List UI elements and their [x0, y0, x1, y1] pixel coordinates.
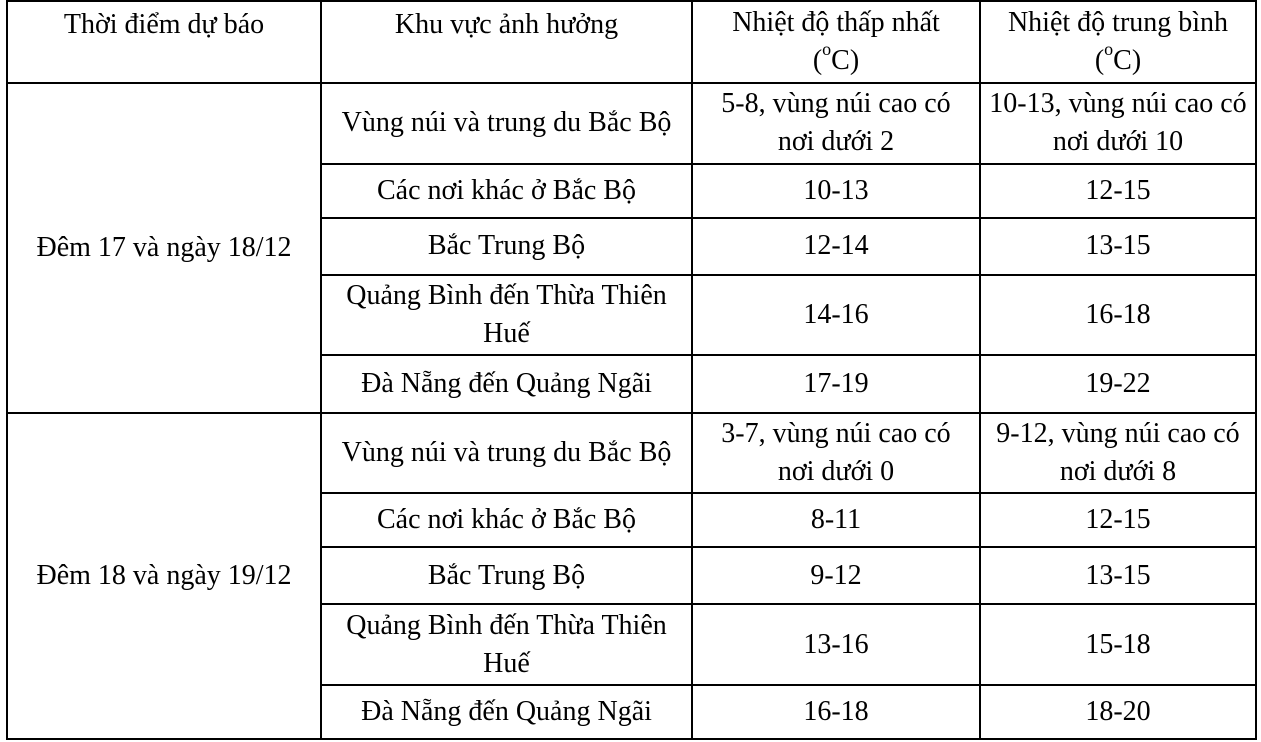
area-cell: Quảng Bình đến Thừa Thiên Huế — [321, 275, 692, 356]
avg-temp-cell: 13-15 — [980, 218, 1256, 275]
header-min-temp — [692, 1, 980, 83]
avg-temp-cell: 12-15 — [980, 493, 1256, 547]
header-min-temp-label: Nhiệt độ thấp nhất — [732, 7, 940, 38]
avg-temp-cell: 16-18 — [980, 275, 1256, 356]
min-temp-cell: 3-7, vùng núi cao có nơi dưới 0 — [692, 413, 980, 494]
avg-temp-cell: 10-13, vùng núi cao có nơi dưới 10 — [980, 83, 1256, 164]
avg-temp-cell: 9-12, vùng núi cao có nơi dưới 8 — [980, 413, 1256, 494]
table-header-row — [7, 1, 1256, 83]
avg-temp-cell: 15-18 — [980, 604, 1256, 685]
forecast-period-cell: Đêm 18 và ngày 19/12 — [7, 413, 321, 740]
forecast-period-cell: Đêm 17 và ngày 18/12 — [7, 83, 321, 413]
area-cell: Vùng núi và trung du Bắc Bộ — [321, 413, 692, 494]
min-temp-cell: 10-13 — [692, 164, 980, 218]
min-temp-cell: 12-14 — [692, 218, 980, 275]
min-temp-cell: 16-18 — [692, 685, 980, 739]
table-row — [7, 83, 1256, 164]
header-forecast-time: Thời điểm dự báo — [7, 1, 321, 83]
area-cell: Quảng Bình đến Thừa Thiên Huế — [321, 604, 692, 685]
table-row — [7, 413, 1256, 494]
area-cell: Đà Nẵng đến Quảng Ngãi — [321, 685, 692, 739]
header-avg-temp — [980, 1, 1256, 83]
header-min-temp-unit: ($^o$C) — [812, 38, 860, 76]
area-cell: Đà Nẵng đến Quảng Ngãi — [321, 355, 692, 412]
area-cell: Các nơi khác ở Bắc Bộ — [321, 493, 692, 547]
min-temp-cell: 17-19 — [692, 355, 980, 412]
min-temp-cell: 14-16 — [692, 275, 980, 356]
avg-temp-cell: 19-22 — [980, 355, 1256, 412]
avg-temp-cell: 13-15 — [980, 547, 1256, 604]
min-temp-cell: 13-16 — [692, 604, 980, 685]
area-cell: Các nơi khác ở Bắc Bộ — [321, 164, 692, 218]
area-cell: Bắc Trung Bộ — [321, 547, 692, 604]
area-cell: Bắc Trung Bộ — [321, 218, 692, 275]
area-cell: Vùng núi và trung du Bắc Bộ — [321, 83, 692, 164]
header-avg-temp-unit: ($^o$C) — [1094, 38, 1142, 76]
min-temp-cell: 5-8, vùng núi cao có nơi dưới 2 — [692, 83, 980, 164]
header-avg-temp-label: Nhiệt độ trung bình — [1007, 7, 1229, 38]
avg-temp-cell: 18-20 — [980, 685, 1256, 739]
header-affected-area: Khu vực ảnh hưởng — [321, 1, 692, 83]
forecast-table — [6, 0, 1257, 740]
min-temp-cell: 8-11 — [692, 493, 980, 547]
avg-temp-cell: 12-15 — [980, 164, 1256, 218]
min-temp-cell: 9-12 — [692, 547, 980, 604]
